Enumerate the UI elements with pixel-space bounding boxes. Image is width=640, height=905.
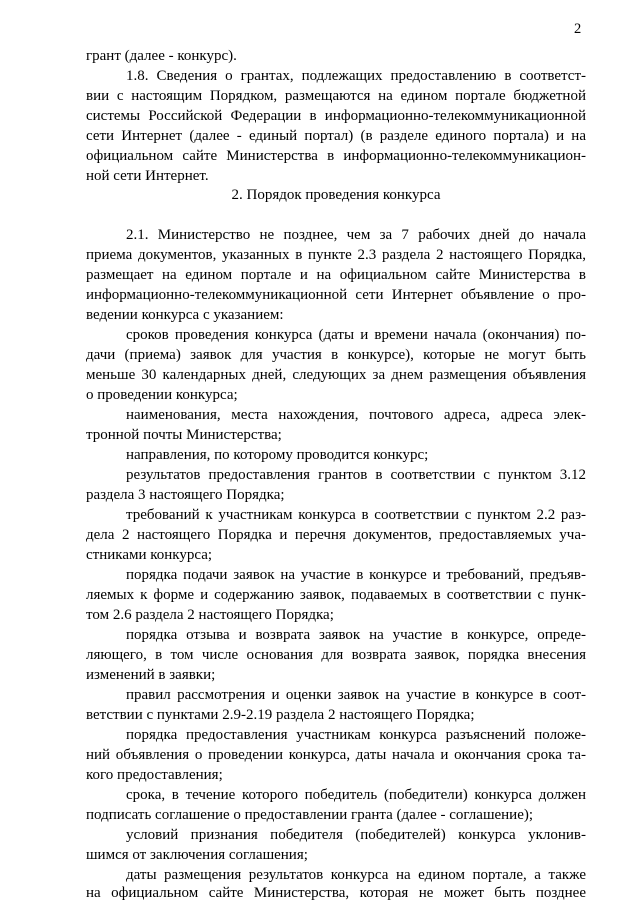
text-line: срока, в течение которого победитель (победители) конкурса должен bbox=[126, 787, 586, 803]
text-line: размещает на едином портале и на официальном сайте Министерства в bbox=[86, 267, 586, 283]
text-line: дачи (приема) заявок для участия в конкурсе), которые не могут быть bbox=[86, 347, 586, 363]
text-line: о проведении конкурса; bbox=[86, 387, 238, 403]
text-line: вии с настоящим Порядком, размещаются на едином портале бюджетной bbox=[86, 88, 586, 104]
text-line: ний объявления о проведении конкурса, даты начала и окончания срока та- bbox=[86, 747, 586, 763]
text-line: даты размещения результатов конкурса на едином портале, а также bbox=[126, 867, 586, 883]
text-line: 1.8. Сведения о грантах, подлежащих предоставлению в соответст- bbox=[126, 68, 586, 84]
text-line: приема документов, указанных в пункте 2.3 раздела 2 настоящего Порядка, bbox=[86, 247, 586, 263]
text-line: шимся от заключения соглашения; bbox=[86, 847, 308, 863]
text-line: ведении конкурса с указанием: bbox=[86, 307, 284, 323]
text-line: дела 2 настоящего Порядка и перечня документов, предоставляемых уча- bbox=[86, 527, 586, 543]
text-line: кого предоставления; bbox=[86, 767, 223, 783]
text-line: тронной почты Министерства; bbox=[86, 427, 282, 443]
text-line: направления, по которому проводится конкурс; bbox=[126, 447, 429, 463]
text-line: меньше 30 календарных дней, следующих за днем размещения объявления bbox=[86, 367, 586, 383]
text-line: требований к участникам конкурса в соответствии с пунктом 2.2 раз- bbox=[126, 507, 586, 523]
text-line: ветствии с пунктами 2.9-2.19 раздела 2 настоящего Порядка; bbox=[86, 707, 475, 723]
text-line: подписать соглашение о предоставлении гранта (далее - соглашение); bbox=[86, 807, 534, 823]
text-line: изменений в заявки; bbox=[86, 667, 216, 683]
text-line: ляющего, в том числе основания для возврата заявок, порядка внесения bbox=[86, 647, 586, 663]
text-line: порядка предоставления участникам конкурса разъяснений положе- bbox=[126, 727, 586, 743]
text-line: сроков проведения конкурса (даты и времени начала (окончания) по- bbox=[126, 327, 586, 343]
text-line: порядка отзыва и возврата заявок на участие в конкурсе, опреде- bbox=[126, 627, 586, 643]
page-number: 2 bbox=[574, 21, 582, 37]
text-line: стниками конкурса; bbox=[86, 547, 213, 563]
text-line: официальном сайте Министерства в информационно-телекоммуникацион- bbox=[86, 148, 586, 164]
text-line: результатов предоставления грантов в соответствии с пунктом 3.12 bbox=[126, 467, 586, 483]
text-line: 2.1. Министерство не позднее, чем за 7 рабочих дней до начала bbox=[126, 227, 586, 243]
text-line: наименования, места нахождения, почтового адреса, адреса элек- bbox=[126, 407, 586, 423]
text-line: правил рассмотрения и оценки заявок на участие в конкурсе в соот- bbox=[126, 687, 586, 703]
text-line: грант (далее - конкурс). bbox=[86, 48, 237, 64]
text-line: информационно-телекоммуникационной сети Интернет объявление о про- bbox=[86, 287, 586, 303]
text-line: порядка подачи заявок на участие в конкурсе и требований, предъяв- bbox=[126, 567, 586, 583]
text-line: условий признания победителя (победителей) конкурса уклонив- bbox=[126, 827, 586, 843]
text-line: том 2.6 раздела 2 настоящего Порядка; bbox=[86, 607, 334, 623]
text-line: раздела 3 настоящего Порядка; bbox=[86, 487, 285, 503]
text-line: системы Российской Федерации в информационно-телекоммуникационной bbox=[86, 108, 586, 124]
text-line: на официальном сайте Министерства, которая не может быть позднее bbox=[86, 885, 586, 901]
text-line: сети Интернет (далее - единый портал) (в разделе единого портала) и на bbox=[86, 128, 586, 144]
text-line: ляемых к форме и содержанию заявок, подаваемых в соответствии с пунк- bbox=[86, 587, 586, 603]
text-line: ной сети Интернет. bbox=[86, 168, 209, 184]
section-heading: 2. Порядок проведения конкурса bbox=[231, 187, 441, 203]
